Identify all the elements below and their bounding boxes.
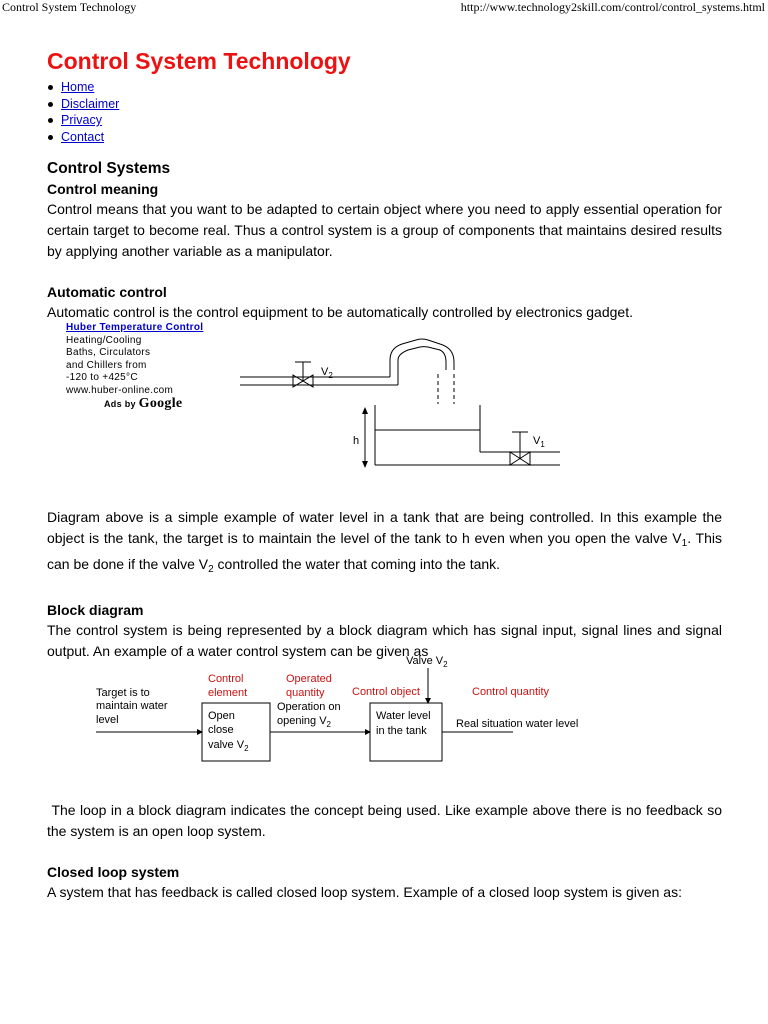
- control-element-label-2: element: [208, 687, 248, 699]
- nav-link-privacy[interactable]: Privacy: [61, 113, 102, 127]
- nav-link-contact[interactable]: Contact: [61, 129, 105, 144]
- output-label: Real situation water level: [456, 718, 579, 730]
- section-heading-control-meaning: Control meaning: [47, 181, 159, 197]
- block-diagram-text: The control system is being represented by a block diagram which has signal input, signal lines and signal output. An example of a water control system can be given as: [47, 622, 722, 659]
- section-heading-control-systems: Control Systems: [47, 160, 171, 177]
- ad-url: www.huber-online.com: [66, 384, 174, 396]
- nav-item-contact: [47, 129, 722, 146]
- loop-text: The loop in a block diagram indicates the concept being used. Like example above there is no feedback so the system is an open loop system.: [47, 802, 726, 839]
- valve-v2-label: Valve $V_2$: [406, 655, 448, 669]
- nav-link-home[interactable]: Home: [61, 80, 95, 94]
- nav-item-home: [47, 79, 722, 96]
- operated-quantity-label-2: quantity: [286, 687, 325, 699]
- box1-line-2: close: [208, 724, 234, 736]
- tank-label-v2: $V_2$: [321, 366, 333, 380]
- box2-line-2: in the tank: [376, 725, 427, 737]
- block-diagram: [90, 650, 610, 768]
- box2-line-1: Water level: [376, 710, 431, 722]
- ad-block: [66, 322, 206, 410]
- ad-line-3: and Chillers from: [66, 359, 147, 371]
- target-label-3: level: [96, 714, 119, 726]
- control-quantity-label: Control quantity: [472, 686, 550, 698]
- box1-line-3: valve $V_2$: [208, 739, 249, 753]
- tank-label-h: h: [353, 435, 360, 447]
- control-meaning-text: Control means that you want to be adapted to certain object where you need to apply essential operation for certain target to become real. Thus a control system is a group of components that maintains desired results by applying another variable as a manipulator.: [47, 201, 722, 259]
- nav-list: [47, 79, 722, 145]
- section-heading-automatic-control: Automatic control: [47, 284, 167, 300]
- box1-line-1: Open: [208, 710, 235, 722]
- automatic-control-text: Automatic control is the control equipment to be automatically controlled by electronics gadget.: [47, 304, 633, 320]
- ads-by-google[interactable]: Ads by Google: [104, 395, 183, 411]
- control-element-label-1: Control: [208, 673, 244, 685]
- ad-line-1: Heating/Cooling: [66, 334, 142, 346]
- target-label-2: maintain water: [96, 700, 168, 712]
- operation-line-1: Operation on: [277, 701, 341, 713]
- nav-link-disclaimer[interactable]: Disclaimer: [61, 96, 120, 111]
- closed-loop-text: A system that has feedback is called closed loop system. Example of a closed loop system is given as:: [47, 884, 682, 900]
- page-header-url: http://www.technology2skill.com/control/control_systems.html: [460, 0, 765, 14]
- operated-quantity-label-1: Operated: [286, 673, 332, 685]
- nav-item-disclaimer: [47, 96, 722, 113]
- operation-line-2: opening $V_2$: [277, 715, 331, 729]
- section-heading-closed-loop: Closed loop system: [47, 864, 180, 880]
- ad-line-4: -120 to +425°C: [66, 372, 138, 384]
- tank-diagram: [230, 330, 570, 475]
- target-label-1: Target is to: [96, 687, 150, 699]
- nav-item-privacy: [47, 112, 722, 129]
- google-logo: Google: [138, 395, 183, 411]
- ad-link[interactable]: Huber Temperature Control: [66, 322, 204, 333]
- control-object-label: Control object: [352, 686, 420, 698]
- ad-line-2: Baths, Circulators: [66, 347, 151, 359]
- section-heading-block-diagram: Block diagram: [47, 602, 144, 618]
- page-header-title: Control System Technology: [2, 0, 137, 14]
- site-title: Control System Technology: [47, 48, 351, 74]
- diagram-description-text: Diagram above is a simple example of water level in a tank that are being controlled. In this example the object is the tank, the target is to maintain the level of the tank to h even when you open the valve $V_1$. This can be done if the valve $V_2$ controlled the water that coming into the tank.: [47, 509, 722, 575]
- tank-label-v1: $V_1$: [533, 435, 545, 449]
